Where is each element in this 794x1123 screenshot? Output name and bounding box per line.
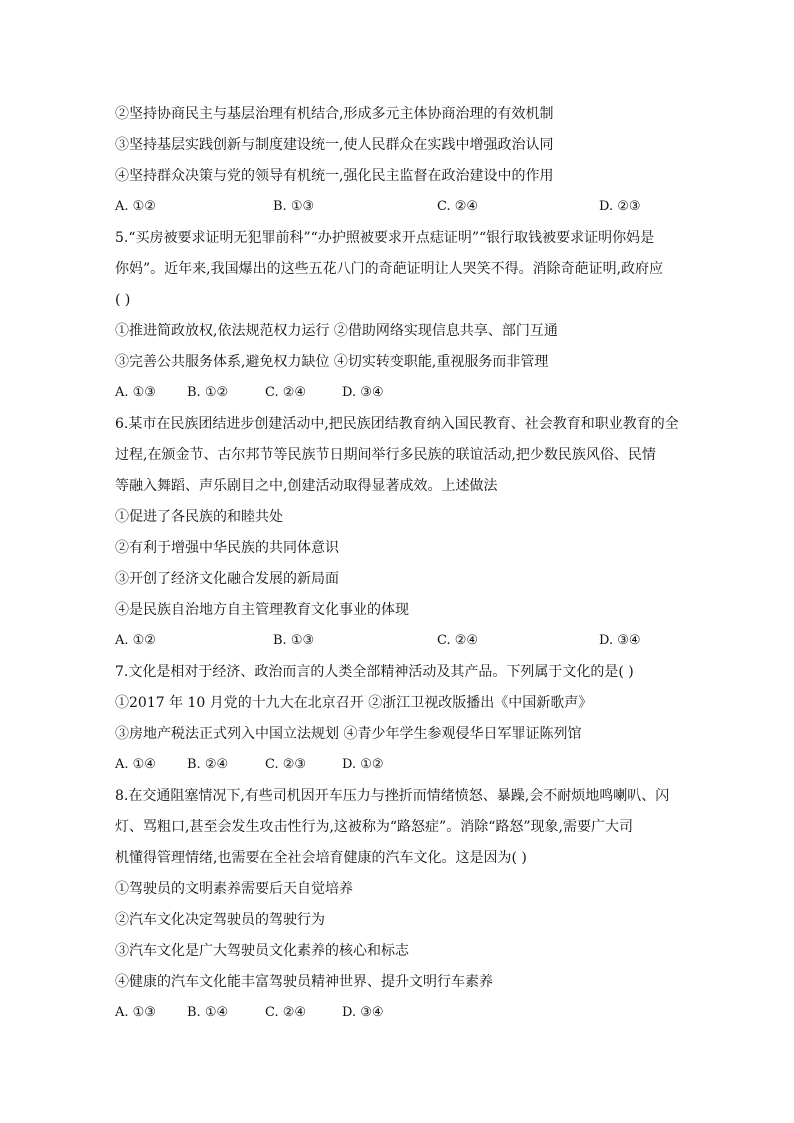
q5-stem-line: 你妈”。近年来,我国爆出的这些五花八门的奇葩证明让人哭笑不得。消除奇葩证明,政府应 (115, 261, 664, 277)
q8-stem-line: 8.在交通阻塞情况下,有些司机因开车压力与挫折而情绪愤怒、暴躁,会不耐烦地鸣喇叭、闪 (115, 788, 670, 804)
q8-item-1: ①驾驶员的文明素养需要后天自觉培养 (115, 881, 353, 897)
q4-option-b: B. ①③ (273, 199, 315, 214)
q8-stem-line: 机懂得管理情绪,也需要在全社会培育健康的汽车文化。这是因为( ) (115, 850, 527, 866)
q6-option-c: C. ②④ (437, 633, 479, 648)
q4-item-2: ②坚持协商民主与基层治理有机结合,形成多元主体协商治理的有效机制 (115, 106, 554, 122)
q5-option-b: B. ①② (187, 385, 229, 400)
q6-item-4: ④是民族自治地方自主管理教育文化事业的体现 (115, 602, 409, 618)
q5-stem-line: 5.“买房被要求证明无犯罪前科”“办护照被要求开点痣证明”“银行取钱被要求证明你妈是 (115, 230, 655, 246)
q5-option-a: A. ①③ (115, 385, 156, 400)
q4-option-c: C. ②④ (437, 199, 479, 214)
q6-options (115, 631, 685, 651)
q8-option-d: D. ③④ (342, 1005, 384, 1020)
q7-option-a: A. ①④ (115, 757, 156, 772)
q4-option-a: A. ①② (115, 199, 156, 214)
q5-option-c: C. ②④ (265, 385, 307, 400)
q5-answer-blank: ( ) (115, 292, 131, 308)
q6-option-a: A. ①② (115, 633, 156, 648)
q6-stem-line: 过程,在颁金节、古尔邦节等民族节日期间举行多民族的联谊活动,把少数民族风俗、民情 (115, 447, 656, 463)
q7-option-c: C. ②③ (265, 757, 307, 772)
q8-stem-line: 灯、骂粗口,甚至会发生攻击性行为,这被称为“路怒症”。消除“路怒”现象,需要广大司 (115, 819, 633, 835)
q5-options (115, 383, 685, 403)
q7-stem-line: 7.文化是相对于经济、政治而言的人类全部精神活动及其产品。下列属于文化的是( ) (115, 664, 634, 680)
q7-items-row: ③房地产税法正式列入中国立法规划 ④青少年学生参观侵华日军罪证陈列馆 (115, 726, 582, 742)
q8-option-b: B. ①④ (187, 1005, 229, 1020)
q7-items-row: ①2017 年 10 月党的十九大在北京召开 ②浙江卫视改版播出《中国新歌声》 (115, 695, 593, 711)
q8-item-3: ③汽车文化是广大驾驶员文化素养的核心和标志 (115, 943, 409, 959)
q4-options (115, 197, 685, 217)
q8-option-c: C. ②④ (265, 1005, 307, 1020)
q5-items-row: ③完善公共服务体系,避免权力缺位 ④切实转变职能,重视服务而非管理 (115, 354, 549, 370)
q8-option-a: A. ①③ (115, 1005, 156, 1020)
q6-stem-line: 等融入舞蹈、声乐剧目之中,创建活动取得显著成效。上述做法 (115, 478, 498, 494)
q4-option-d: D. ②③ (599, 199, 641, 214)
q5-items-row: ①推进简政放权,依法规范权力运行 ②借助网络实现信息共享、部门互通 (115, 323, 558, 339)
q4-item-4: ④坚持群众决策与党的领导有机统一,强化民主监督在政治建设中的作用 (115, 168, 554, 184)
q4-item-3: ③坚持基层实践创新与制度建设统一,使人民群众在实践中增强政治认同 (115, 137, 554, 153)
q5-option-d: D. ③④ (342, 385, 384, 400)
q6-item-3: ③开创了经济文化融合发展的新局面 (115, 571, 339, 587)
q6-item-1: ①促进了各民族的和睦共处 (115, 509, 283, 525)
q8-item-2: ②汽车文化决定驾驶员的驾驶行为 (115, 912, 325, 928)
q7-options (115, 755, 685, 775)
q8-item-4: ④健康的汽车文化能丰富驾驶员精神世界、提升文明行车素养 (115, 974, 493, 990)
q8-options (115, 1003, 685, 1023)
q7-option-d: D. ①② (342, 757, 384, 772)
q6-option-b: B. ①③ (273, 633, 315, 648)
q6-item-2: ②有利于增强中华民族的共同体意识 (115, 540, 339, 556)
q6-stem-line: 6.某市在民族团结进步创建活动中,把民族团结教育纳入国民教育、社会教育和职业教育的全 (115, 416, 679, 432)
q6-option-d: D. ③④ (599, 633, 641, 648)
q7-option-b: B. ②④ (187, 757, 229, 772)
